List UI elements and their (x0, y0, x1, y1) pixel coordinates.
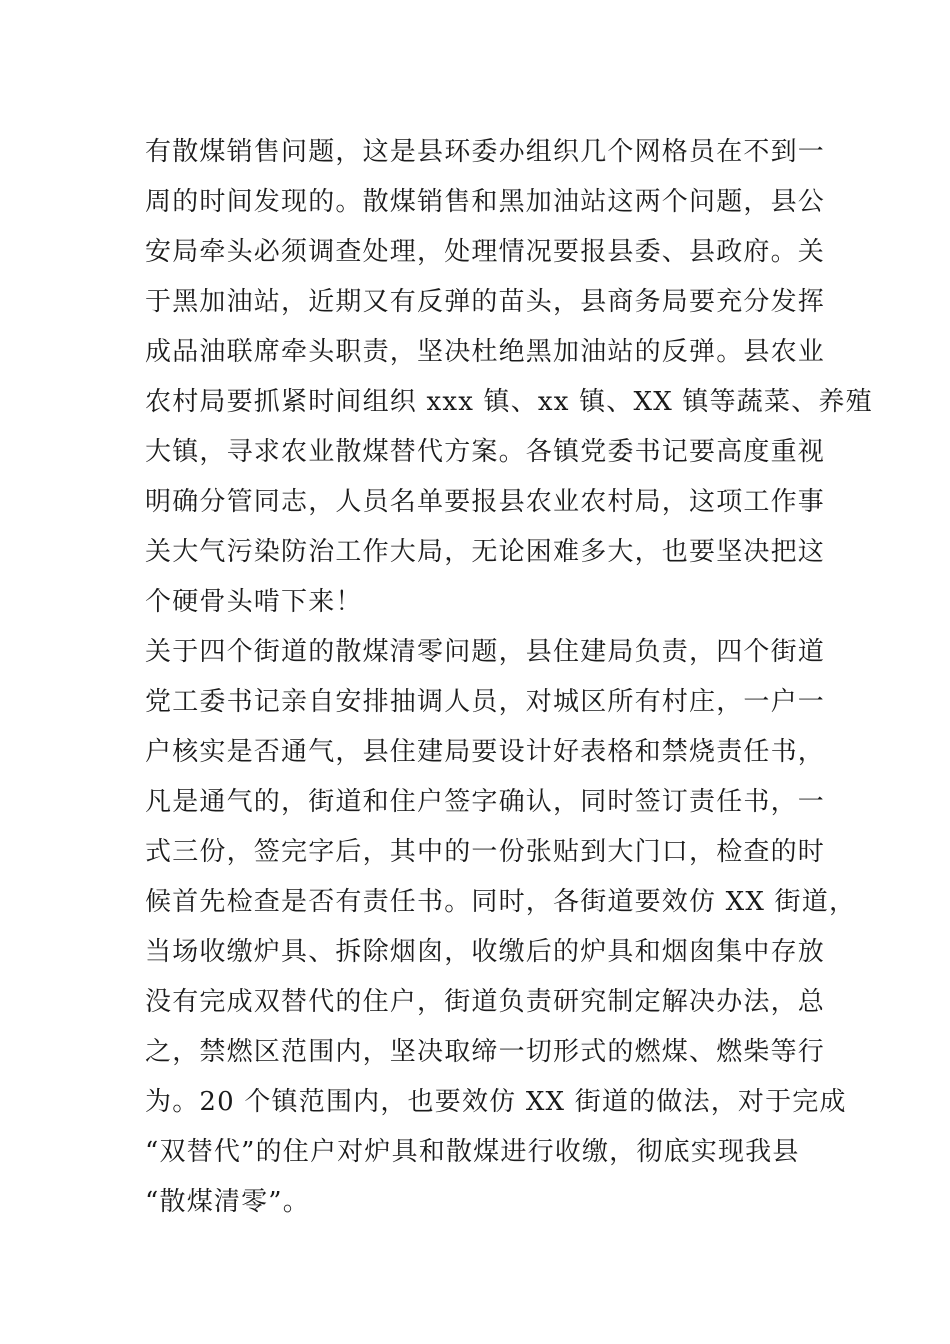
text-line: 于黑加油站，近期又有反弹的苗头，县商务局要充分发挥 (145, 287, 826, 317)
text-line: 之，禁燃区范围内，坚决取缔一切形式的燃煤、燃柴等行 (145, 1037, 826, 1067)
text-line: 候首先检查是否有责任书。同时，各街道要效仿 XX 街道， (145, 887, 857, 917)
paragraph-1 (145, 127, 873, 627)
text-line: 式三份，签完字后，其中的一份张贴到大门口，检查的时 (145, 837, 826, 867)
text-line: 大镇，寻求农业散煤替代方案。各镇党委书记要高度重视 (145, 437, 826, 467)
text-line: 关于四个街道的散煤清零问题，县住建局负责，四个街道 (145, 637, 826, 667)
text-line: 党工委书记亲自安排抽调人员，对城区所有村庄，一户一 (145, 687, 826, 717)
text-line: 户核实是否通气，县住建局要设计好表格和禁烧责任书， (145, 737, 826, 767)
text-line: 当场收缴炉具、拆除烟囱，收缴后的炉具和烟囱集中存放 (145, 937, 826, 967)
text-line: 为。20 个镇范围内，也要效仿 XX 街道的做法，对于完成 (145, 1087, 847, 1117)
text-line: 安局牵头必须调查处理，处理情况要报县委、县政府。关 (145, 237, 826, 267)
text-line: “双替代”的住户对炉具和散煤进行收缴，彻底实现我县 (145, 1137, 800, 1167)
document-body (145, 127, 873, 1227)
text-line: 明确分管同志，人员名单要报县农业农村局，这项工作事 (145, 487, 826, 517)
text-line: 周的时间发现的。散煤销售和黑加油站这两个问题，县公 (145, 187, 826, 217)
text-line: 个硬骨头啃下来！ (145, 587, 363, 617)
text-line: 关大气污染防治工作大局，无论困难多大，也要坚决把这 (145, 537, 826, 567)
text-line: 没有完成双替代的住户，街道负责研究制定解决办法，总 (145, 987, 826, 1017)
paragraph-2 (145, 627, 857, 1227)
text-line: 凡是通气的，街道和住户签字确认，同时签订责任书，一 (145, 787, 826, 817)
text-line: “散煤清零”。 (145, 1187, 310, 1217)
text-line: 农村局要抓紧时间组织 xxx 镇、xx 镇、XX 镇等蔬菜、养殖 (145, 387, 873, 417)
text-line: 成品油联席牵头职责，坚决杜绝黑加油站的反弹。县农业 (145, 337, 826, 367)
text-line: 有散煤销售问题，这是县环委办组织几个网格员在不到一 (145, 137, 826, 167)
